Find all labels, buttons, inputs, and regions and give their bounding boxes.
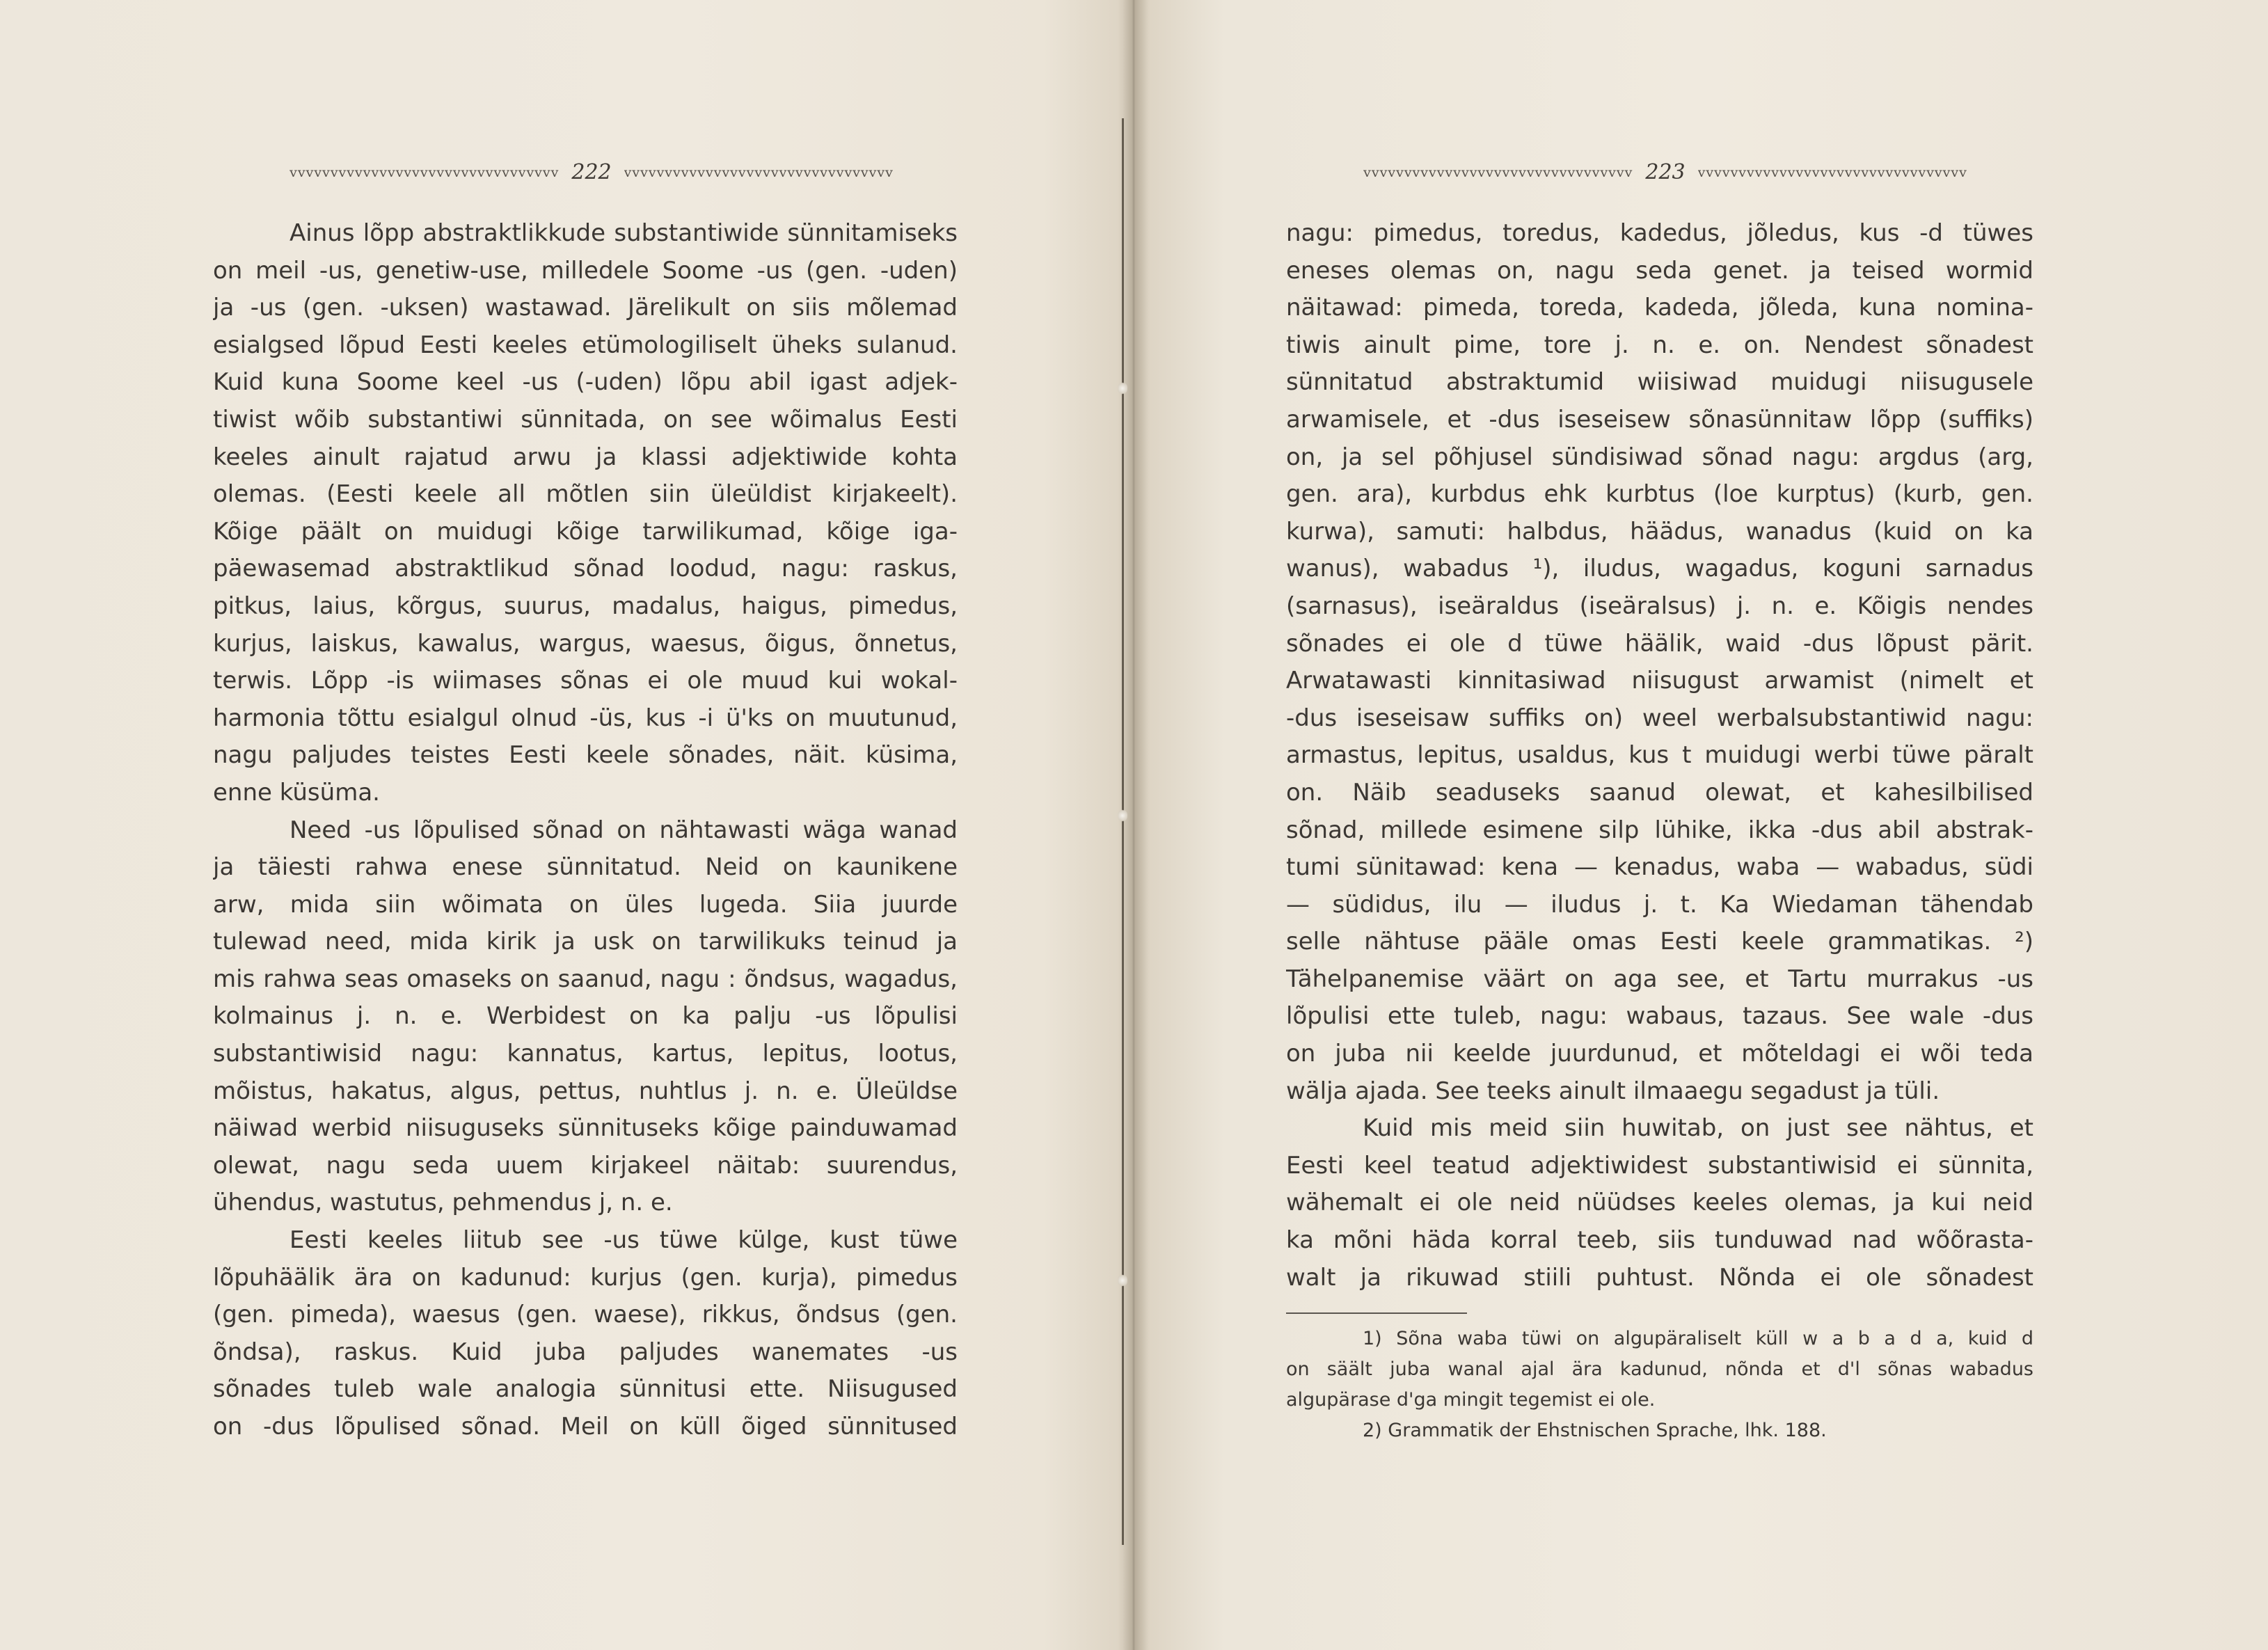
text-line: Kuid kuna Soome keel -us (-uden) lõpu abil igast adjek-	[213, 368, 958, 397]
header-ornament-left: vvvvvvvvvvvvvvvvvvvvvvvvvvvvvvvvv	[290, 165, 560, 180]
text-line: õndsa), raskus. Kuid juba paljudes wanemates -us	[213, 1338, 958, 1366]
right-page	[1134, 0, 2268, 1650]
text-line: ja -us (gen. -uksen) wastawad. Järelikult on siis mõlemad	[213, 294, 958, 322]
text-line: tumi sünitawad: kena — kenadus, waba — wabadus, südi	[1286, 853, 2033, 882]
text-line: arw, mida siin wõimata on üles lugeda. Siia juurde	[213, 890, 958, 919]
text-line: arwamisele, et -dus iseseisew sõnasünnitaw lõpp (suffiks)	[1286, 405, 2033, 434]
text-line: eneses olemas on, nagu seda genet. ja teised wormid	[1286, 256, 2033, 285]
text-line: (sarnasus), iseäraldus (iseäralsus) j. n. e. Kõigis nendes	[1286, 592, 2033, 620]
text-line: Eesti keel teatud adjektiwidest substantiwisid ei sünnita,	[1286, 1151, 2033, 1180]
text-line: lõpuhäälik ära on kadunud: kurjus (gen. kurja), pimedus	[213, 1263, 958, 1292]
text-line: wanus), wabadus ¹), iludus, wagadus, koguni sarnadus	[1286, 555, 2033, 583]
header-ornament-right: vvvvvvvvvvvvvvvvvvvvvvvvvvvvvvvvv	[624, 165, 894, 180]
text-line: on meil -us, genetiw-use, milledele Soome -us (gen. -uden)	[213, 256, 958, 285]
text-line: wähemalt ei ole neid nüüdses keeles olemas, ja kui neid	[1286, 1189, 2033, 1217]
body-text	[213, 215, 958, 1446]
text-line: ka mõni häda korral teeb, siis tunduwad nad wõõrasta-	[1286, 1226, 2033, 1255]
text-line: wälja ajada. See teeks ainult ilmaaegu segadust ja tüli.	[1286, 1077, 1940, 1105]
text-line: olewat, nagu seda uuem kirjakeel näitab: suurendus,	[213, 1151, 958, 1180]
text-line: gen. ara), kurbdus ehk kurbtus (loe kurptus) (kurb, gen.	[1286, 480, 2033, 509]
text-line: sõnades ei ole d tüwe häälik, waid -dus lõpust pärit.	[1286, 629, 2033, 658]
text-line: terwis. Lõpp -is wiimases sõnas ei ole muud kui wokal-	[213, 667, 958, 695]
text-line: Eesti keeles liitub see -us tüwe külge, kust tüwe	[290, 1226, 958, 1255]
text-line: pitkus, laius, kõrgus, suurus, madalus, haigus, pimedus,	[213, 592, 958, 620]
text-line: Arwatawasti kinnitasiwad niisugust arwamist (nimelt et	[1286, 667, 2033, 695]
text-line: on, ja sel põhjusel sündisiwad sõnad nagu: argdus (arg,	[1286, 443, 2033, 471]
text-line: Need -us lõpulised sõnad on nähtawasti wäga wanad	[290, 816, 958, 844]
text-line: on. Näib seaduseks saanud olewat, et kahesilbilised	[1286, 778, 2033, 807]
text-line: (gen. pimeda), waesus (gen. waese), rikkus, õndsus (gen.	[213, 1301, 958, 1329]
text-line: mis rahwa seas omaseks on saanud, nagu : õndsus, wagadus,	[213, 965, 958, 993]
text-line: keeles ainult rajatud arwu ja klassi adjektiwide kohta	[213, 443, 958, 471]
text-line: sõnad, millede esimene silp lühike, ikka -dus abil abstrak-	[1286, 816, 2033, 844]
text-line: Tähelpanemise väärt on aga see, et Tartu murrakus -us	[1286, 965, 2033, 993]
footnote-line: on säält juba wanal ajal ära kadunud, nõnda et d'l sõnas wabadus	[1286, 1358, 2033, 1380]
text-line: selle nähtuse pääle omas Eesti keele grammatikas. ²)	[1286, 928, 2033, 956]
text-line: mõistus, hakatus, algus, pettus, nuhtlus j. n. e. Üleüldse	[213, 1077, 958, 1105]
text-line: kurjus, laiskus, kawalus, wargus, waesus, õigus, õnnetus,	[213, 629, 958, 658]
page-number: 222	[571, 160, 612, 184]
footnote-line: 2) Grammatik der Ehstnischen Sprache, lhk. 188.	[1363, 1420, 1827, 1441]
text-line: ühendus, wastutus, pehmendus j, n. e.	[213, 1189, 673, 1217]
text-line: nagu paljudes teistes Eesti keele sõnades, näit. küsima,	[213, 741, 958, 770]
body-text	[1286, 215, 2033, 1296]
footnote-line: 1) Sõna waba tüwi on algupäraliselt küll w a b a d a, kuid d	[1363, 1328, 2033, 1349]
text-line: ja täiesti rahwa enese sünnitatud. Neid on kaunikene	[213, 853, 958, 882]
text-line: olemas. (Eesti keele all mõtlen siin üleüldist kirjakeelt).	[213, 480, 958, 509]
text-line: Kuid mis meid siin huwitab, on just see nähtus, et	[1363, 1114, 2033, 1143]
text-line: Ainus lõpp abstraktlikkude substantiwide sünnitamiseks	[290, 219, 958, 247]
header-ornament-right: vvvvvvvvvvvvvvvvvvvvvvvvvvvvvvvvv	[1697, 165, 1967, 180]
text-line: harmonia tõttu esialgul olnud -üs, kus -i ü'ks on muutunud,	[213, 704, 958, 732]
page-header	[1289, 159, 2042, 187]
footnote-divider	[1286, 1312, 1467, 1314]
text-line: päewasemad abstraktlikud sõnad loodud, nagu: raskus,	[213, 555, 958, 583]
text-line: kurwa), samuti: halbdus, häädus, wanadus (kuid on ka	[1286, 517, 2033, 546]
text-line: walt ja rikuwad stiili puhtust. Nõnda ei ole sõnadest	[1286, 1263, 2033, 1292]
header-ornament-left: vvvvvvvvvvvvvvvvvvvvvvvvvvvvvvvvv	[1363, 165, 1633, 180]
text-line: armastus, lepitus, usaldus, kus t muidugi werbi tüwe päralt	[1286, 741, 2033, 770]
footnotes	[1286, 1324, 2033, 1446]
text-line: tiwist wõib substantiwi sünnitada, on see wõimalus Eesti	[213, 405, 958, 434]
text-line: nagu: pimedus, toredus, kadedus, jõledus, kus -d tüwes	[1286, 219, 2033, 247]
text-line: on -dus lõpulised sõnad. Meil on küll õiged sünnitused	[213, 1413, 958, 1441]
text-line: -dus iseseisaw suffiks on) weel werbalsubstantiwid nagu:	[1286, 704, 2033, 732]
text-line: kolmainus j. n. e. Werbidest on ka palju -us lõpulisi	[213, 1002, 958, 1031]
text-line: Kõige päält on muidugi kõige tarwilikumad, kõige iga-	[213, 517, 958, 546]
footnote-line: algupärase d'ga mingit tegemist ei ole.	[1286, 1389, 1656, 1411]
text-line: tulewad need, mida kirik ja usk on tarwilikuks teinud ja	[213, 928, 958, 956]
text-line: substantiwisid nagu: kannatus, kartus, lepitus, lootus,	[213, 1040, 958, 1068]
page-number: 223	[1645, 160, 1686, 184]
text-line: näiwad werbid niisuguseks sünnituseks kõige painduwamad	[213, 1114, 958, 1143]
text-line: näitawad: pimeda, toreda, kadeda, jõleda, kuna nomina-	[1286, 294, 2033, 322]
text-line: — südidus, ilu — iludus j. t. Ka Wiedaman tähendab	[1286, 890, 2033, 919]
text-line: sõnades tuleb wale analogia sünnitusi ette. Niisugused	[213, 1375, 958, 1404]
text-line: esialgsed lõpud Eesti keeles etümologiliselt üheks sulanud.	[213, 331, 958, 359]
text-line: tiwis ainult pime, tore j. n. e. on. Nendest sõnadest	[1286, 331, 2033, 359]
text-line: enne küsüma.	[213, 778, 380, 807]
text-line: on juba nii keelde juurdunud, et mõteldagi ei wõi teda	[1286, 1040, 2033, 1068]
text-line: sünnitatud abstraktumid wiisiwad muidugi niisugusele	[1286, 368, 2033, 397]
page-header	[216, 159, 967, 187]
text-line: lõpulisi ette tuleb, nagu: wabaus, tazaus. See wale -dus	[1286, 1002, 2033, 1031]
